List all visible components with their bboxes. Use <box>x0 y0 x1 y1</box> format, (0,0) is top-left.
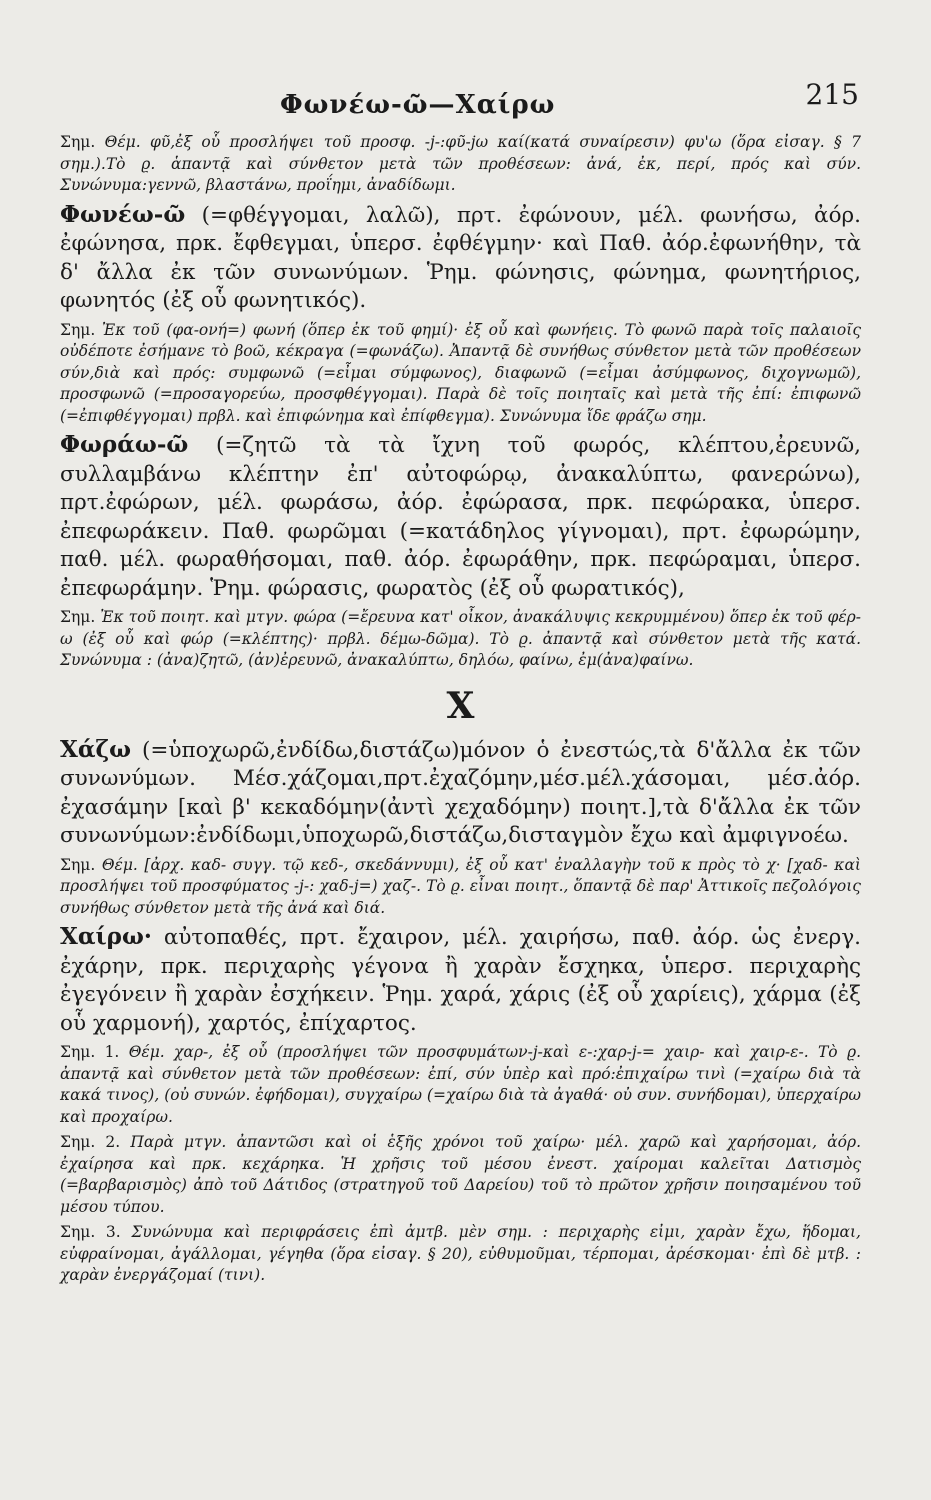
dictionary-body <box>60 132 861 1287</box>
note-fyo <box>60 132 861 197</box>
note-chairo-1 <box>60 1042 861 1128</box>
note-text: Παρὰ μτγν. ἀπαντῶσι καὶ οἱ ἑξῆς χρόνοι τοῦ χαίρω· μέλ. χαρῶ καὶ χαρήσομαι, ἀόρ. ἐχαίρησα καὶ πρκ. κεχάρηκα. Ἡ χρῆσις τοῦ μέσου ἐνεστ. χαίρομαι καλεῖται Δατισμὸς (=βαρβαρισμὸς) ἀπὸ τοῦ Δάτιδος (στρατηγοῦ τοῦ Δαρείου) τοῦ τὸ πρῶτον χρῆσιν ποιησαμένου τοῦ μέσου τύπου. <box>60 1133 861 1216</box>
page-number: 215 <box>805 78 859 111</box>
note-label: Σημ. 2. <box>60 1133 121 1151</box>
entry-text: (=ὑποχωρῶ,ἐνδίδω,διστάζω)μόνον ὁ ἐνεστώς,τὰ δ'ἄλλα ἐκ τῶν συνωνύμων. Μέσ.χάζομαι,πρτ.ἐχαζόμην,μέσ.μέλ.χάσομαι, μέσ.ἀόρ. ἐχασάμην [καὶ β' κεκαδόμην(ἀντὶ χεχαδόμην) ποιητ.],τὰ δ'ἄλλα ἐκ τῶν συνωνύμων:ἐνδίδωμι,ὑποχωρῶ,διστάζω,δισταγμὸν ἔχω καὶ ἀμφιγνοέω. <box>60 737 861 848</box>
section-letter-chi: Χ <box>446 684 475 727</box>
entry-chazo <box>60 736 861 851</box>
entry-text: αὐτοπαθές, πρτ. ἔχαιρον, μέλ. χαιρήσω, παθ. ἀόρ. ὡς ἐνεργ. ἐχάρην, πρκ. περιχαρὴς γέγονα ἢ χαρὰν ἔσχηκα, ὑπερσ. περιχαρὴς ἐγεγόνειν ἢ χαρὰν ἐσχήκειν. Ῥημ. χαρά, χάρις (ἐξ οὗ χαρίεις), χάρμα (ἐξ οὗ χαρμονή), χαρτός, ἐπίχαρτος. <box>60 925 862 1036</box>
entry-chairo <box>60 923 861 1038</box>
entry-foraο <box>60 431 861 603</box>
note-text: Θέμ. χαρ-, ἐξ οὗ (προσλήψει τῶν προσφυμάτων-j-καὶ ε-:χαρ-j-= χαιρ- καὶ χαιρ-ε-. Τὸ ϱ. ἀπαντᾷ καὶ σύνθετον μετὰ τῶν προθέσεων: ἐπί, σύν ὑπὲρ καὶ πρό:ἐπιχαίρω τινὶ (=χαίρω διὰ τὰ κακά τινος), (οὐ συνών. ἐφήδομαι), συγχαίρω (=χαίρω διὰ τὰ ἀγαθά· οὐ συν. συνήδομαι), ὑπερχαίρω καὶ προχαίρω. <box>60 1043 861 1126</box>
note-text: Συνώνυμα καὶ περιφράσεις ἐπὶ ἀμτβ. μὲν σημ. : περιχαρὴς εἰμι, χαρὰν ἔχω, ἥδομαι, εὐφραίνομαι, ἀγάλλομαι, γέγηθα (ὅρα εἰσαγ. § 20), εὐθυμοῦμαι, τέρπομαι, ἀρέσκομαι· ἐπὶ δὲ μτβ. : χαρὰν ἐνεργάζομαί (τινι). <box>60 1223 861 1284</box>
headword: Χαίρω· <box>60 923 152 950</box>
entry-text: (=ζητῶ τὰ τὰ ἴχνη τοῦ φωρός, κλέπτου,ἐρευνῶ, συλλαμβάνω κλέπτην ἐπ' αὐτοφώρῳ, ἀνακαλύπτω, φανερώνω), πρτ.ἐφώρων, μέλ. φωράσω, ἀόρ. ἐφώρασα, πρκ. πεφώρακα, ὑπερσ. ἐπεφωράκειν. Παθ. φωρῶμαι (=κατάδηλος γίγνομαι), πρτ. ἐφωρώμην, παθ. μέλ. φωραθήσομαι, παθ. ἀόρ. ἐφωράθην, πρκ. πεφώραμαι, ὑπερσ. ἐπεφωράμην. Ῥημ. φώρασις, φωρατὸς (ἐξ οὗ φωρατικός), <box>60 433 861 601</box>
note-chazo <box>60 855 861 920</box>
note-chairo-2 <box>60 1132 861 1218</box>
note-text: Ἐκ τοῦ (φα-ονή=) φωνή (ὅπερ ἐκ τοῦ φημί)· ἐξ οὗ καὶ φωνήεις. Τὸ φωνῶ παρὰ τοῖς παλαιοῖς οὐδέποτε ἐσήμανε τὸ βοῶ, κέκραγα (=φωνάζω). Ἀπαντᾷ δὲ συνήθως σύνθετον μετὰ τῶν προθέσεων σύν,διὰ καὶ πρός: συμφωνῶ (=εἶμαι σύμφωνος), διαφωνῶ (=εἶμαι ἀσύμφωνος, διχογνωμῶ), προσφωνῶ (=προσαγορεύω, προσφθέγγομαι). Παρὰ δὲ τοῖς ποιηταῖς καὶ μετὰ τῆς ἐπί: ἐπιφωνῶ (=ἐπιφθέγγομαι) πρβλ. καὶ ἐπιφώνημα καὶ ἐπίφθεγμα). Συνώνυμα ἴδε φράζω σημ. <box>60 320 861 425</box>
page-header <box>60 68 861 130</box>
running-title: Φωνέω-ῶ—Χαίρω <box>280 90 556 120</box>
note-forao <box>60 607 861 672</box>
note-text: Θέμ. φῦ,ἐξ οὗ προσλήψει τοῦ προσφ. -j-:φῦ-jω καί(κατά συναίρεσιν) φυ'ω (ὅρα εἰσαγ. § 7 σημ.).Τὸ ϱ. ἁπαντᾷ καὶ σύνθετον μετὰ τῶν προθέσεων: ἀνά, ἐκ, περί, πρός καὶ σύν. Συνώνυμα:γεννῶ, βλαστάνω, προΐημι, ἀναδίδωμι. <box>60 133 861 194</box>
note-label: Σημ. <box>60 855 96 874</box>
note-label: Σημ. <box>60 320 96 339</box>
note-label: Σημ. 3. <box>60 1223 121 1241</box>
note-label: Σημ. <box>60 133 96 151</box>
note-text: Ἐκ τοῦ ποιητ. καὶ μτγν. φώρα (=ἔρευνα κατ' οἶκον, ἀνακάλυψις κεκρυμμένου) ὅπερ ἐκ τοῦ φέρ-ω (ἐξ οὗ καὶ φώρ (=κλέπτης)· πρβλ. δέμω-δῶμα). Τὸ ϱ. ἀπαντᾷ καὶ σύνθετον μετὰ τῆς κατά. Συνώνυμα : (ἀνα)ζητῶ, (ἀν)ἐρευνῶ, ἀνακαλύπτω, δηλόω, φαίνω, ἐμ(ἀνα)φαίνω. <box>60 608 861 669</box>
entry-foneo <box>60 201 861 316</box>
note-label: Σημ. 1. <box>60 1043 120 1061</box>
note-foneo <box>60 320 861 428</box>
note-text: Θέμ. [ἀρχ. καδ- συγγ. τῷ κεδ-, σκεδάννυμι), ἐξ οὗ κατ' ἐναλλαγὴν τοῦ κ πρὸς τὸ χ· [χαδ- καὶ προσλήψει τοῦ προσφύματος -j-: χαδ-j=) χαζ-. Τὸ ϱ. εἶναι ποιητ., ὅπαντᾷ δὲ παρ' Ἀττικοῖς πεζολόγοις συνήθως σύνθετον μετὰ τῆς ἀνά καὶ διά. <box>60 855 861 917</box>
headword: Φωράω-ῶ <box>60 431 189 458</box>
headword: Χάζω <box>60 735 132 763</box>
entry-text: (=φθέγγομαι, λαλῶ), πρτ. ἐφώνουν, μέλ. φωνήσω, ἀόρ. ἐφώνησα, πρκ. ἔφθεγμαι, ὑπερσ. ἐφθέγμην· καὶ Παθ. ἀόρ.ἐφωνήθην, τὰ δ' ἄλλα ἐκ τῶν συνωνύμων. Ῥημ. φώνησις, φώνημα, φωνητήριος, φωνητός (ἐξ οὗ φωνητικός). <box>60 202 861 313</box>
note-chairo-3 <box>60 1222 861 1287</box>
headword: Φωνέω-ῶ <box>60 200 186 228</box>
note-label: Σημ. <box>60 608 96 626</box>
